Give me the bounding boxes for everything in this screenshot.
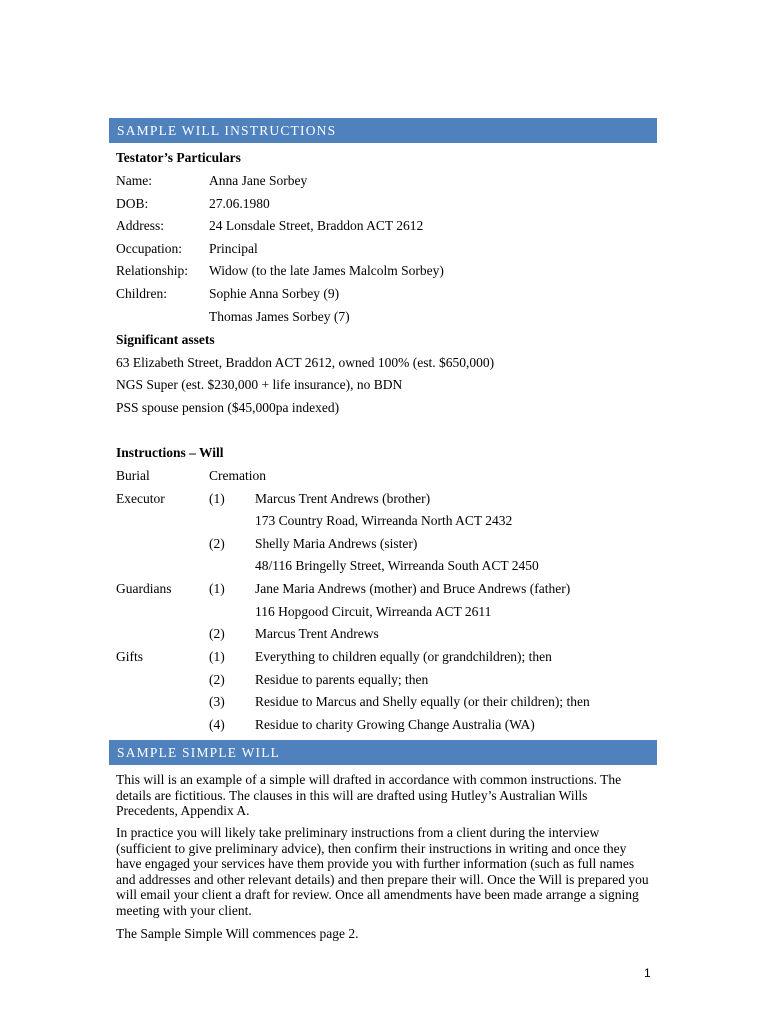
body-paragraph: This will is an example of a simple will drafted in accordance with common instructions. The details are fictitious. The clauses in this will are drafted using Hutley’s Australian Wills Precedents, Appendix A. <box>116 772 622 818</box>
instruction-label: Executor <box>116 491 165 506</box>
instructions-heading: Instructions – Will <box>116 445 224 460</box>
asset-item: PSS spouse pension ($45,000pa indexed) <box>116 400 340 415</box>
particulars-heading: Testator’s Particulars <box>116 150 241 165</box>
burial-label: Burial <box>116 468 150 483</box>
instruction-text: Residue to charity Growing Change Australia (WA) <box>255 717 535 732</box>
instruction-number: (4) <box>209 717 225 732</box>
particulars-value: Sophie Anna Sorbey (9) <box>209 286 340 301</box>
page-number: 1 <box>644 966 651 980</box>
particulars-label: DOB: <box>116 196 149 211</box>
instruction-number: (2) <box>209 536 225 551</box>
particulars-value: 27.06.1980 <box>209 196 270 211</box>
instruction-number: (1) <box>209 581 225 596</box>
instruction-text: Marcus Trent Andrews (brother) <box>255 491 431 506</box>
particulars-label: Children: <box>116 286 167 301</box>
section-banner-will-instructions: SAMPLE WILL INSTRUCTIONS <box>109 118 657 143</box>
particulars-value: Anna Jane Sorbey <box>209 173 308 188</box>
particulars-value: Principal <box>209 241 258 256</box>
assets-heading: Significant assets <box>116 332 215 347</box>
particulars-value: Thomas James Sorbey (7) <box>209 309 350 324</box>
body-paragraph: In practice you will likely take preliminary instructions from a client during the interview (sufficient to give preliminary advice), then confirm their instructions in writing and once they have engaged your services have them provide you with further information (such as full names and addresses and other relevant details) and then prepare their will. Once the Will is prepared you will email your client a draft for review. Once all amendments have been made arrange a signing meeting with your client. <box>116 825 649 918</box>
particulars-value: 24 Lonsdale Street, Braddon ACT 2612 <box>209 218 424 233</box>
asset-item: NGS Super (est. $230,000 + life insurance), no BDN <box>116 377 403 392</box>
particulars-label: Name: <box>116 173 152 188</box>
instruction-text: 173 Country Road, Wirreanda North ACT 2432 <box>255 513 513 528</box>
particulars-label: Occupation: <box>116 241 182 256</box>
instruction-text: Residue to Marcus and Shelly equally (or their children); then <box>255 694 590 709</box>
instruction-label: Gifts <box>116 649 143 664</box>
instruction-number: (1) <box>209 491 225 506</box>
instruction-text: Shelly Maria Andrews (sister) <box>255 536 418 551</box>
instruction-label: Guardians <box>116 581 172 596</box>
body-paragraph: The Sample Simple Will commences page 2. <box>116 926 359 941</box>
instruction-number: (2) <box>209 672 225 687</box>
instruction-text: Jane Maria Andrews (mother) and Bruce Andrews (father) <box>255 581 571 596</box>
instruction-number: (3) <box>209 694 225 709</box>
particulars-value: Widow (to the late James Malcolm Sorbey) <box>209 263 444 278</box>
section-banner-simple-will: SAMPLE SIMPLE WILL <box>109 740 657 765</box>
instruction-text: Everything to children equally (or grandchildren); then <box>255 649 552 664</box>
burial-value: Cremation <box>209 468 266 483</box>
instruction-text: Marcus Trent Andrews <box>255 626 379 641</box>
particulars-label: Relationship: <box>116 263 188 278</box>
instruction-number: (2) <box>209 626 225 641</box>
instruction-text: 116 Hopgood Circuit, Wirreanda ACT 2611 <box>255 604 492 619</box>
instruction-text: 48/116 Bringelly Street, Wirreanda South ACT 2450 <box>255 558 539 573</box>
asset-item: 63 Elizabeth Street, Braddon ACT 2612, owned 100% (est. $650,000) <box>116 355 495 370</box>
particulars-label: Address: <box>116 218 164 233</box>
instruction-text: Residue to parents equally; then <box>255 672 429 687</box>
instruction-number: (1) <box>209 649 225 664</box>
